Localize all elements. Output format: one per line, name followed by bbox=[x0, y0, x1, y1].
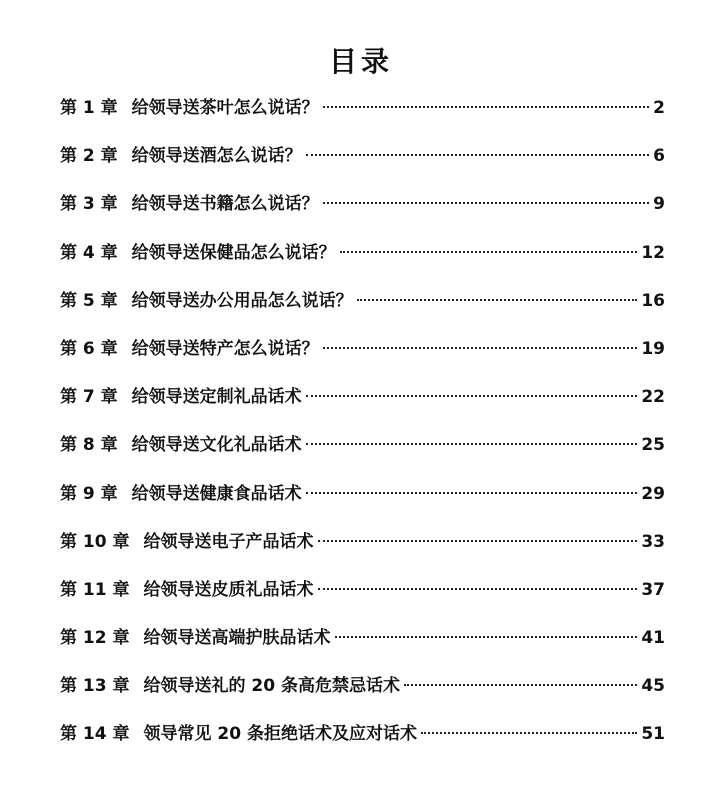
toc-entry[interactable] bbox=[60, 478, 665, 526]
chapter-title: 给领导送高端护肤品话术 bbox=[143, 628, 331, 649]
page-number: 33 bbox=[641, 531, 665, 552]
dot-leader bbox=[306, 154, 649, 156]
chapter-title: 给领导送皮质礼品话术 bbox=[143, 579, 314, 600]
toc-entry[interactable] bbox=[60, 285, 665, 333]
chapter-title: 给领导送保健品怎么说话？ bbox=[131, 242, 336, 263]
toc-entry[interactable] bbox=[60, 526, 665, 574]
chapter-title: 给领导送书籍怎么说话？ bbox=[131, 194, 319, 215]
dot-leader bbox=[340, 251, 638, 253]
toc-heading: 目录 bbox=[328, 45, 393, 78]
chapter-number: 第 7 章 bbox=[60, 387, 118, 408]
chapter-title: 给领导送办公用品怎么说话？ bbox=[131, 290, 353, 311]
chapter-title: 给领导送健康食品话术 bbox=[131, 483, 302, 504]
chapter-title: 领导常见 20 条拒绝话术及应对话术 bbox=[143, 724, 417, 745]
toc-entry[interactable] bbox=[60, 718, 665, 766]
toc-entry[interactable] bbox=[60, 622, 665, 670]
page-number: 9 bbox=[653, 194, 665, 215]
chapter-number: 第 14 章 bbox=[60, 724, 130, 745]
chapter-number: 第 12 章 bbox=[60, 628, 130, 649]
page-number: 16 bbox=[641, 290, 665, 311]
chapter-title: 给领导送定制礼品话术 bbox=[131, 387, 302, 408]
chapter-number: 第 3 章 bbox=[60, 194, 118, 215]
page-number: 25 bbox=[641, 435, 665, 456]
chapter-number: 第 5 章 bbox=[60, 290, 118, 311]
toc-entry[interactable] bbox=[60, 429, 665, 477]
page-number: 29 bbox=[641, 483, 665, 504]
dot-leader bbox=[318, 588, 638, 590]
dot-leader bbox=[357, 299, 638, 301]
dot-leader bbox=[306, 443, 638, 445]
chapter-title: 给领导送礼的 20 条高危禁忌话术 bbox=[143, 676, 400, 697]
page-number: 2 bbox=[653, 98, 665, 118]
chapter-number: 第 1 章 bbox=[60, 98, 118, 118]
toc-list bbox=[60, 92, 665, 767]
page-number: 19 bbox=[641, 338, 665, 359]
toc-entry[interactable] bbox=[60, 670, 665, 718]
chapter-number: 第 8 章 bbox=[60, 435, 118, 456]
chapter-title: 给领导送茶叶怎么说话？ bbox=[131, 98, 319, 118]
chapter-title: 给领导送文化礼品话术 bbox=[131, 435, 302, 456]
dot-leader bbox=[335, 636, 638, 638]
page-number: 45 bbox=[641, 676, 665, 697]
dot-leader bbox=[306, 395, 638, 397]
toc-entry[interactable] bbox=[60, 188, 665, 236]
page-number: 6 bbox=[653, 146, 665, 167]
chapter-number: 第 2 章 bbox=[60, 146, 118, 167]
toc-entry[interactable] bbox=[60, 574, 665, 622]
chapter-title: 给领导送电子产品话术 bbox=[143, 531, 314, 552]
dot-leader bbox=[323, 106, 649, 108]
chapter-title: 给领导送酒怎么说话？ bbox=[131, 146, 302, 167]
chapter-number: 第 10 章 bbox=[60, 531, 130, 552]
chapter-number: 第 9 章 bbox=[60, 483, 118, 504]
chapter-number: 第 4 章 bbox=[60, 242, 118, 263]
page-number: 37 bbox=[641, 579, 665, 600]
toc-entry[interactable] bbox=[60, 92, 665, 140]
chapter-title: 给领导送特产怎么说话？ bbox=[131, 338, 319, 359]
dot-leader bbox=[318, 540, 638, 542]
chapter-number: 第 11 章 bbox=[60, 579, 130, 600]
dot-leader bbox=[306, 492, 638, 494]
page-number: 51 bbox=[641, 724, 665, 745]
toc-entry[interactable] bbox=[60, 381, 665, 429]
toc-entry[interactable] bbox=[60, 140, 665, 188]
dot-leader bbox=[323, 202, 649, 204]
dot-leader bbox=[323, 347, 638, 349]
dot-leader bbox=[421, 732, 637, 734]
toc-entry[interactable] bbox=[60, 333, 665, 381]
chapter-number: 第 13 章 bbox=[60, 676, 130, 697]
page-number: 41 bbox=[641, 628, 665, 649]
page-number: 22 bbox=[641, 387, 665, 408]
dot-leader bbox=[404, 684, 637, 686]
chapter-number: 第 6 章 bbox=[60, 338, 118, 359]
page-number: 12 bbox=[641, 242, 665, 263]
toc-entry[interactable] bbox=[60, 237, 665, 285]
